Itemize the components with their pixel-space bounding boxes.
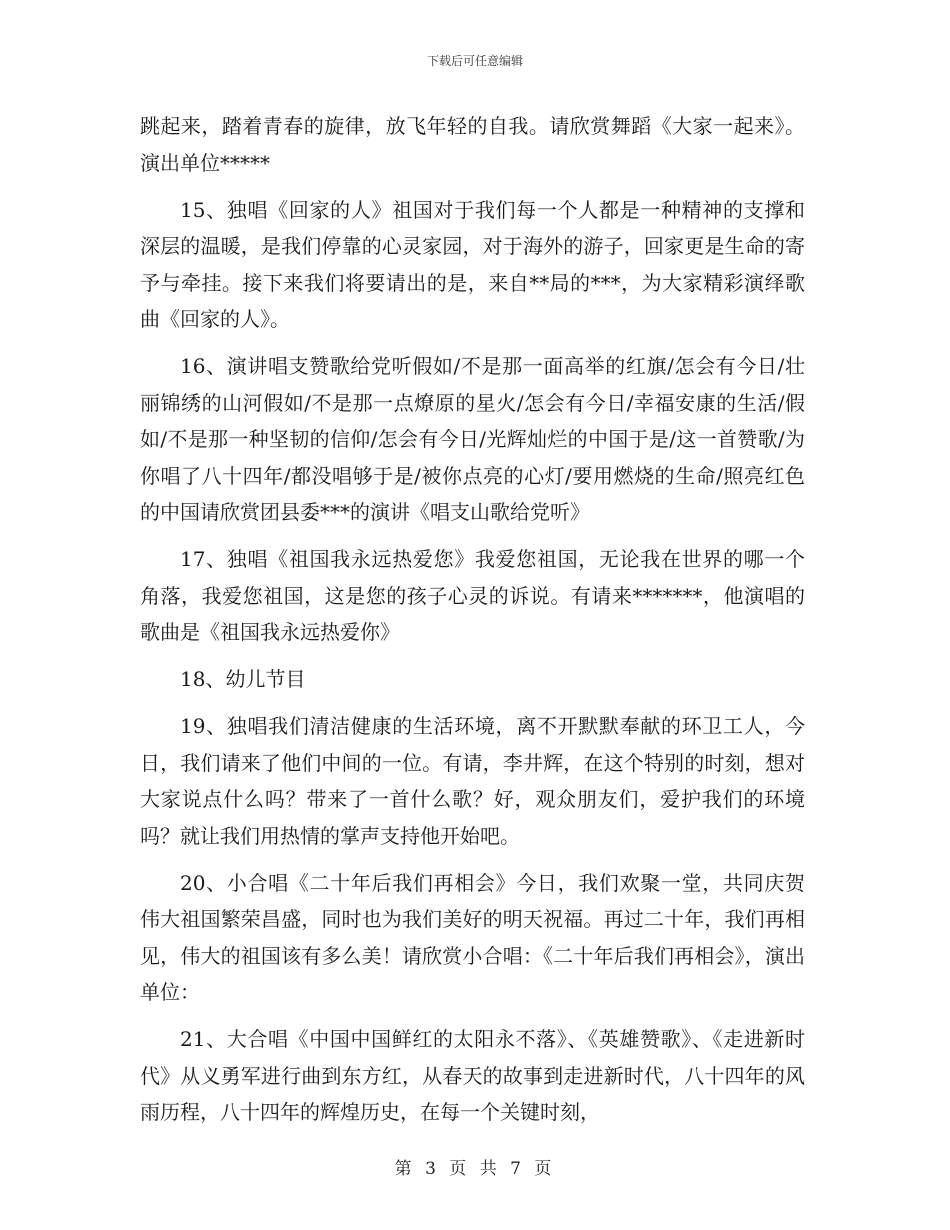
paragraph-item-21: 21、大合唱《中国中国鲜红的太阳永不落》、《英雄赞歌》、《走进新时代》从义勇军进行曲到东方红，从春天的故事到走进新时代，八十四年的风雨历程，八十四年的辉煌历史，在每一个关键时刻，	[140, 1027, 805, 1124]
paragraph-item-17: 17、独唱《祖国我永远热爱您》我爱您祖国，无论我在世界的哪一个角落，我爱您祖国，这是您的孩子心灵的诉说。有请来*******，他演唱的歌曲是《祖国我永远热爱你》	[140, 547, 805, 644]
paragraph-item-18: 18、幼儿节目	[180, 667, 306, 691]
paragraph-item-20: 20、小合唱《二十年后我们再相会》今日，我们欢聚一堂，共同庆贺伟大祖国繁荣昌盛，同时也为我们美好的明天祝福。再过二十年，我们再相见，伟大的祖国该有多么美！请欣赏小合唱：《二十年后我们再相会》，演出单位：	[140, 870, 805, 1004]
paragraph-item-16: 16、演讲唱支赞歌给党听假如/不是那一面高举的红旗/怎会有今日/壮丽锦绣的山河假如/不是那一点燎原的星火/怎会有今日/幸福安康的生活/假如/不是那一种坚韧的信仰/怎会有今日/光辉灿烂的中国于是/这一首赞歌/为你唱了八十四年/都没唱够于是/被你点亮的心灯/要用燃烧的生命/照亮红色的中国请欣赏团县委***的演讲《唱支山歌给党听》	[140, 354, 805, 524]
document-body	[140, 108, 805, 1141]
paragraph-dance-continuation: 跳起来，踏着青春的旋律，放飞年轻的自我。请欣赏舞蹈《大家一起来》。演出单位*****	[140, 114, 805, 175]
page-number-footer: 第 3 页 共 7 页	[394, 1159, 556, 1179]
paragraph-item-15: 15、独唱《回家的人》祖国对于我们每一个人都是一种精神的支撑和深层的温暖，是我们停靠的心灵家园，对于海外的游子，回家更是生命的寄予与牵挂。接下来我们将要请出的是，来自**局的***，为大家精彩演绎歌曲《回家的人》。	[140, 197, 805, 331]
page-header: 下载后可任意编辑	[426, 54, 523, 68]
paragraph-item-19: 19、独唱我们清洁健康的生活环境，离不开默默奉献的环卫工人，今日，我们请来了他们中间的一位。有请，李井辉，在这个特别的时刻，想对大家说点什么吗？带来了一首什么歌？好，观众朋友们，爱护我们的环境吗？就让我们用热情的掌声支持他开始吧。	[140, 714, 805, 848]
